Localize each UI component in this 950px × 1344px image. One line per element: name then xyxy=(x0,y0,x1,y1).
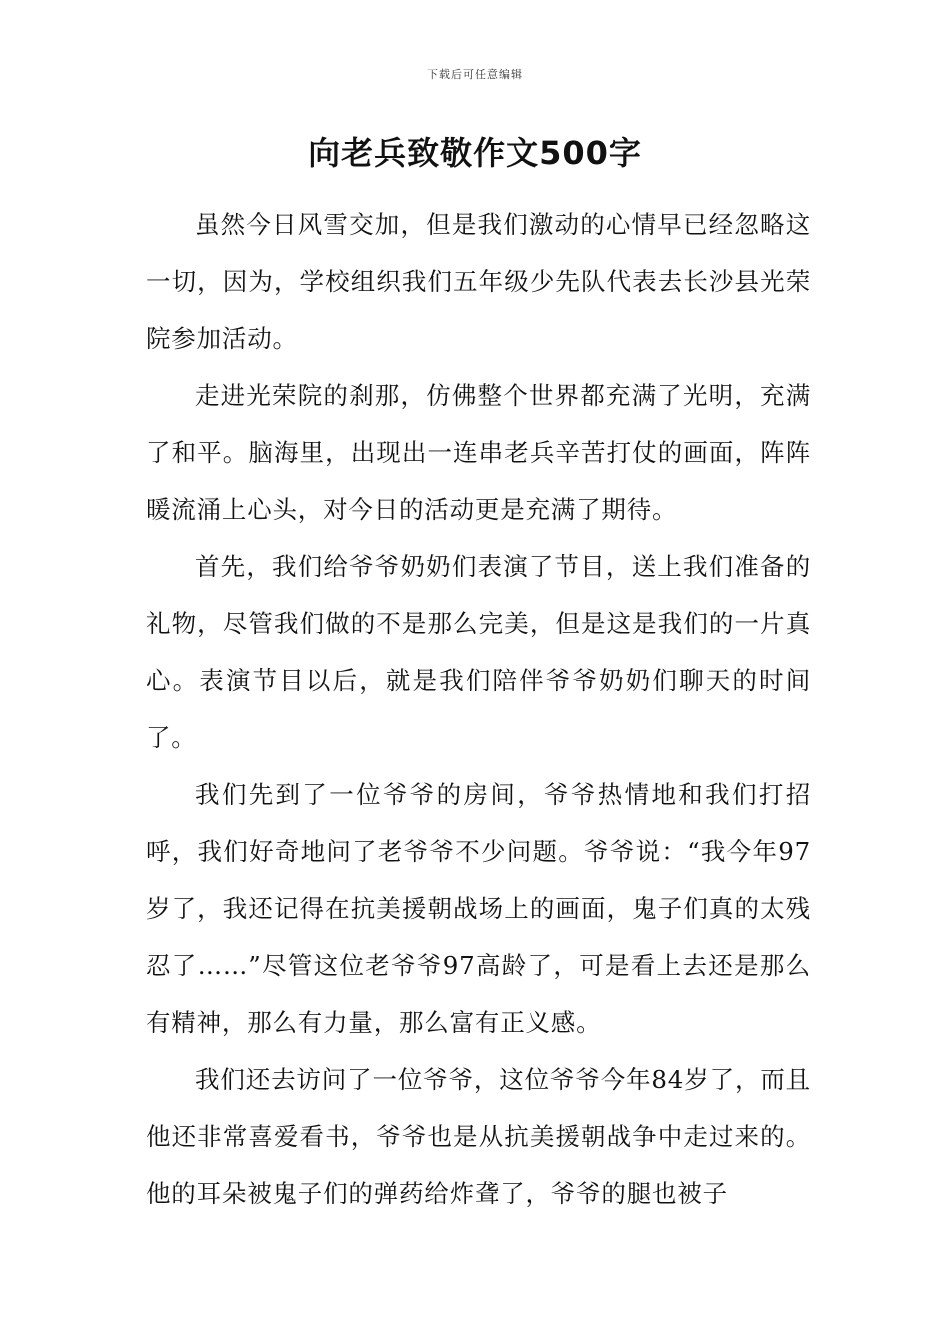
header-note: 下载后可任意编辑 xyxy=(427,68,523,81)
paragraph: 我们先到了一位爷爷的房间，爷爷热情地和我们打招呼，我们好奇地问了老爷爷不少问题。爷爷说：“我今年97岁了，我还记得在抗美援朝战场上的画面，鬼子们真的太残忍了……”尽管这位老爷爷97高龄了，可是看上去还是那么有精神，那么有力量，那么富有正义感。 xyxy=(146,780,811,1037)
paragraph: 走进光荣院的刹那，仿佛整个世界都充满了光明，充满了和平。脑海里，出现出一连串老兵辛苦打仗的画面，阵阵暖流涌上心头，对今日的活动更是充满了期待。 xyxy=(146,381,811,524)
paragraph: 首先，我们给爷爷奶奶们表演了节目，送上我们准备的礼物，尽管我们做的不是那么完美，但是这是我们的一片真心。表演节目以后，就是我们陪伴爷爷奶奶们聊天的时间了。 xyxy=(146,552,811,752)
paragraph: 我们还去访问了一位爷爷，这位爷爷今年84岁了，而且他还非常喜爱看书，爷爷也是从抗美援朝战争中走过来的。他的耳朵被鬼子们的弹药给炸聋了，爷爷的腿也被子 xyxy=(146,1065,811,1208)
document-title: 向老兵致敬作文500字 xyxy=(308,134,642,172)
paragraph: 虽然今日风雪交加，但是我们激动的心情早已经忽略这一切，因为，学校组织我们五年级少先队代表去长沙县光荣院参加活动。 xyxy=(146,210,811,353)
document-body xyxy=(146,196,811,1222)
